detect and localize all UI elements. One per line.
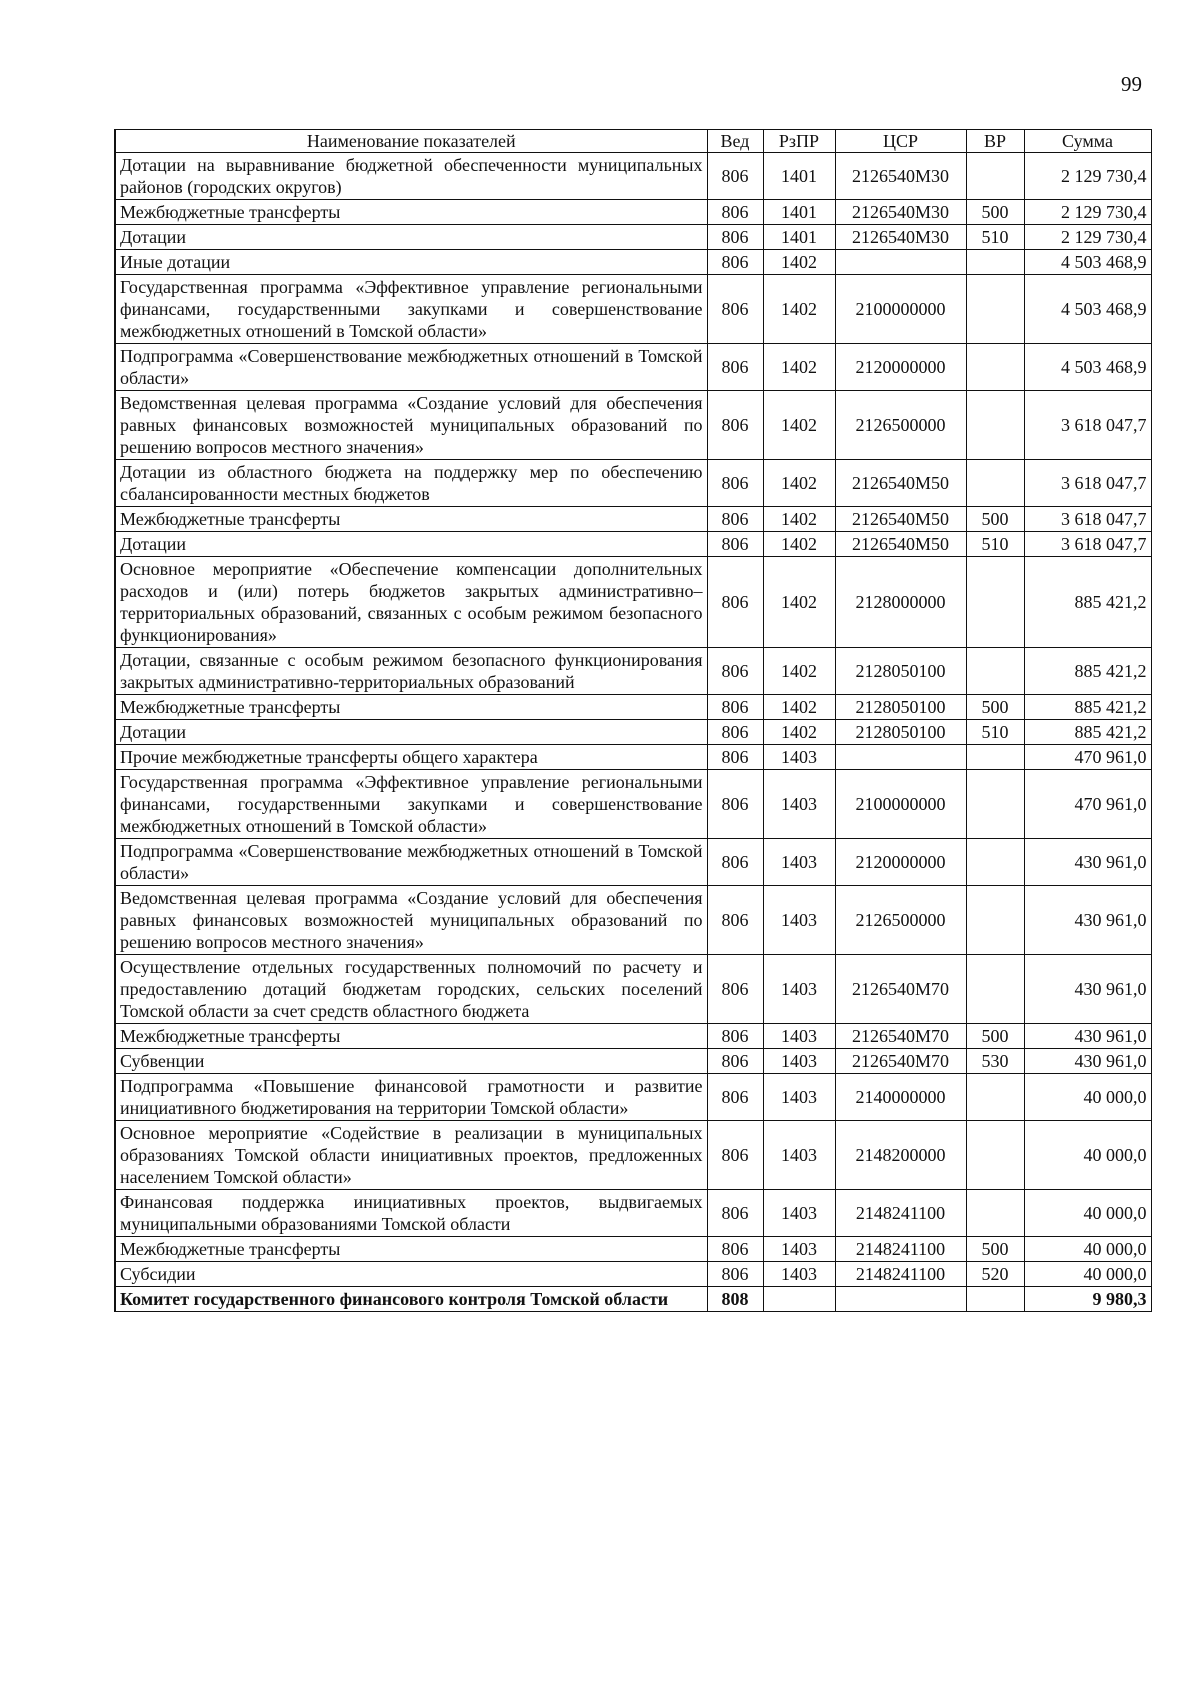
cell-ved: 806 bbox=[707, 839, 763, 886]
header-ved: Вед bbox=[707, 130, 763, 153]
cell-vr bbox=[966, 460, 1024, 507]
cell-ved: 806 bbox=[707, 770, 763, 839]
cell-vr bbox=[966, 153, 1024, 200]
cell-csr: 2126540М50 bbox=[835, 507, 966, 532]
cell-vr bbox=[966, 1287, 1024, 1312]
cell-csr: 2126540М50 bbox=[835, 532, 966, 557]
cell-rzpr: 1402 bbox=[763, 695, 835, 720]
cell-vr bbox=[966, 955, 1024, 1024]
cell-name: Ведомственная целевая программа «Создание условий для обеспечения равных финансовых возможностей муниципальных образований по решению вопросов местного значения» bbox=[115, 391, 707, 460]
cell-name: Комитет государственного финансового контроля Томской области bbox=[115, 1287, 707, 1312]
cell-rzpr: 1401 bbox=[763, 153, 835, 200]
cell-rzpr: 1402 bbox=[763, 250, 835, 275]
cell-ved: 806 bbox=[707, 695, 763, 720]
cell-ved: 806 bbox=[707, 886, 763, 955]
cell-rzpr: 1402 bbox=[763, 507, 835, 532]
cell-rzpr: 1402 bbox=[763, 557, 835, 648]
cell-rzpr: 1402 bbox=[763, 344, 835, 391]
cell-csr: 2100000000 bbox=[835, 275, 966, 344]
cell-rzpr: 1403 bbox=[763, 1121, 835, 1190]
cell-ved: 806 bbox=[707, 460, 763, 507]
cell-vr bbox=[966, 839, 1024, 886]
cell-vr bbox=[966, 275, 1024, 344]
header-vr: ВР bbox=[966, 130, 1024, 153]
table-row bbox=[115, 391, 1151, 460]
page-number: 99 bbox=[1121, 72, 1142, 96]
budget-table bbox=[114, 129, 1152, 1312]
cell-csr: 2126540М30 bbox=[835, 225, 966, 250]
cell-sum: 40 000,0 bbox=[1024, 1074, 1151, 1121]
cell-sum: 430 961,0 bbox=[1024, 839, 1151, 886]
cell-vr bbox=[966, 886, 1024, 955]
cell-sum: 2 129 730,4 bbox=[1024, 200, 1151, 225]
cell-name: Подпрограмма «Совершенствование межбюджетных отношений в Томской области» bbox=[115, 344, 707, 391]
cell-sum: 9 980,3 bbox=[1024, 1287, 1151, 1312]
table-row bbox=[115, 153, 1151, 200]
cell-csr: 2148200000 bbox=[835, 1121, 966, 1190]
cell-vr: 530 bbox=[966, 1049, 1024, 1074]
table-row bbox=[115, 955, 1151, 1024]
cell-sum: 40 000,0 bbox=[1024, 1190, 1151, 1237]
cell-rzpr: 1402 bbox=[763, 460, 835, 507]
cell-vr bbox=[966, 770, 1024, 839]
cell-csr: 2126500000 bbox=[835, 886, 966, 955]
table-row bbox=[115, 275, 1151, 344]
cell-rzpr: 1403 bbox=[763, 1024, 835, 1049]
cell-name: Дотации bbox=[115, 225, 707, 250]
cell-csr bbox=[835, 250, 966, 275]
cell-name: Межбюджетные трансферты bbox=[115, 1237, 707, 1262]
cell-sum: 470 961,0 bbox=[1024, 770, 1151, 839]
cell-csr: 2126540М70 bbox=[835, 1024, 966, 1049]
cell-rzpr: 1403 bbox=[763, 1074, 835, 1121]
cell-vr bbox=[966, 344, 1024, 391]
cell-sum: 3 618 047,7 bbox=[1024, 532, 1151, 557]
cell-name: Основное мероприятие «Обеспечение компенсации дополнительных расходов и (или) потерь бюджетов закрытых административно–территориальных образований, связанных с особым режимом безопасного функционирования» bbox=[115, 557, 707, 648]
cell-ved: 806 bbox=[707, 200, 763, 225]
cell-vr bbox=[966, 391, 1024, 460]
cell-rzpr: 1403 bbox=[763, 1049, 835, 1074]
cell-ved: 806 bbox=[707, 1262, 763, 1287]
cell-name: Финансовая поддержка инициативных проектов, выдвигаемых муниципальными образованиями Томской области bbox=[115, 1190, 707, 1237]
cell-rzpr: 1402 bbox=[763, 532, 835, 557]
cell-csr: 2126540М70 bbox=[835, 955, 966, 1024]
table-row bbox=[115, 1049, 1151, 1074]
cell-csr: 2126540М70 bbox=[835, 1049, 966, 1074]
table-row bbox=[115, 886, 1151, 955]
cell-csr: 2120000000 bbox=[835, 839, 966, 886]
cell-csr bbox=[835, 1287, 966, 1312]
table-row bbox=[115, 745, 1151, 770]
cell-vr: 500 bbox=[966, 1237, 1024, 1262]
table-row bbox=[115, 460, 1151, 507]
table-row bbox=[115, 200, 1151, 225]
table-row bbox=[115, 557, 1151, 648]
cell-rzpr: 1403 bbox=[763, 745, 835, 770]
table-row bbox=[115, 225, 1151, 250]
cell-rzpr: 1403 bbox=[763, 839, 835, 886]
cell-ved: 806 bbox=[707, 532, 763, 557]
cell-rzpr: 1401 bbox=[763, 200, 835, 225]
cell-sum: 430 961,0 bbox=[1024, 886, 1151, 955]
cell-csr: 2100000000 bbox=[835, 770, 966, 839]
cell-rzpr: 1403 bbox=[763, 1237, 835, 1262]
cell-ved: 806 bbox=[707, 153, 763, 200]
cell-ved: 806 bbox=[707, 557, 763, 648]
cell-csr bbox=[835, 745, 966, 770]
cell-sum: 40 000,0 bbox=[1024, 1237, 1151, 1262]
cell-ved: 806 bbox=[707, 1024, 763, 1049]
cell-vr: 520 bbox=[966, 1262, 1024, 1287]
header-rzpr: РзПР bbox=[763, 130, 835, 153]
cell-name: Межбюджетные трансферты bbox=[115, 507, 707, 532]
cell-vr: 510 bbox=[966, 225, 1024, 250]
cell-ved: 806 bbox=[707, 1190, 763, 1237]
table-row bbox=[115, 507, 1151, 532]
cell-sum: 2 129 730,4 bbox=[1024, 225, 1151, 250]
cell-csr: 2126540М30 bbox=[835, 200, 966, 225]
cell-rzpr: 1403 bbox=[763, 770, 835, 839]
cell-ved: 808 bbox=[707, 1287, 763, 1312]
cell-ved: 806 bbox=[707, 391, 763, 460]
cell-ved: 806 bbox=[707, 955, 763, 1024]
table-row bbox=[115, 1190, 1151, 1237]
cell-rzpr: 1403 bbox=[763, 1262, 835, 1287]
cell-vr: 510 bbox=[966, 720, 1024, 745]
cell-sum: 4 503 468,9 bbox=[1024, 250, 1151, 275]
cell-csr: 2148241100 bbox=[835, 1237, 966, 1262]
cell-vr bbox=[966, 1074, 1024, 1121]
header-csr: ЦСР bbox=[835, 130, 966, 153]
cell-vr bbox=[966, 250, 1024, 275]
cell-sum: 40 000,0 bbox=[1024, 1262, 1151, 1287]
table-row bbox=[115, 839, 1151, 886]
cell-ved: 806 bbox=[707, 275, 763, 344]
cell-name: Межбюджетные трансферты bbox=[115, 200, 707, 225]
cell-ved: 806 bbox=[707, 225, 763, 250]
cell-sum: 470 961,0 bbox=[1024, 745, 1151, 770]
cell-ved: 806 bbox=[707, 344, 763, 391]
cell-sum: 430 961,0 bbox=[1024, 955, 1151, 1024]
table-row bbox=[115, 770, 1151, 839]
table-row bbox=[115, 1262, 1151, 1287]
cell-rzpr: 1402 bbox=[763, 648, 835, 695]
cell-sum: 2 129 730,4 bbox=[1024, 153, 1151, 200]
cell-ved: 806 bbox=[707, 507, 763, 532]
table-row bbox=[115, 1074, 1151, 1121]
cell-csr: 2148241100 bbox=[835, 1190, 966, 1237]
cell-vr bbox=[966, 1121, 1024, 1190]
cell-sum: 3 618 047,7 bbox=[1024, 460, 1151, 507]
cell-sum: 885 421,2 bbox=[1024, 720, 1151, 745]
cell-name: Межбюджетные трансферты bbox=[115, 695, 707, 720]
cell-name: Субсидии bbox=[115, 1262, 707, 1287]
cell-sum: 4 503 468,9 bbox=[1024, 344, 1151, 391]
cell-csr: 2120000000 bbox=[835, 344, 966, 391]
cell-csr: 2148241100 bbox=[835, 1262, 966, 1287]
cell-sum: 40 000,0 bbox=[1024, 1121, 1151, 1190]
cell-csr: 2126500000 bbox=[835, 391, 966, 460]
cell-rzpr: 1401 bbox=[763, 225, 835, 250]
cell-vr: 500 bbox=[966, 507, 1024, 532]
table-header-row bbox=[115, 130, 1151, 153]
cell-name: Межбюджетные трансферты bbox=[115, 1024, 707, 1049]
cell-sum: 885 421,2 bbox=[1024, 557, 1151, 648]
cell-name: Ведомственная целевая программа «Создание условий для обеспечения равных финансовых возможностей муниципальных образований по решению вопросов местного значения» bbox=[115, 886, 707, 955]
cell-name: Государственная программа «Эффективное управление региональными финансами, государственными закупками и совершенствование межбюджетных отношений в Томской области» bbox=[115, 275, 707, 344]
table-row bbox=[115, 1024, 1151, 1049]
cell-name: Иные дотации bbox=[115, 250, 707, 275]
cell-csr: 2126540М50 bbox=[835, 460, 966, 507]
table-row bbox=[115, 1121, 1151, 1190]
cell-name: Осуществление отдельных государственных полномочий по расчету и предоставлению дотаций бюджетам городских, сельских поселений Томской области за счет средств областного бюджета bbox=[115, 955, 707, 1024]
cell-rzpr: 1403 bbox=[763, 886, 835, 955]
cell-sum: 3 618 047,7 bbox=[1024, 391, 1151, 460]
cell-name: Подпрограмма «Совершенствование межбюджетных отношений в Томской области» bbox=[115, 839, 707, 886]
cell-csr: 2128050100 bbox=[835, 648, 966, 695]
cell-sum: 4 503 468,9 bbox=[1024, 275, 1151, 344]
cell-csr: 2128000000 bbox=[835, 557, 966, 648]
cell-sum: 3 618 047,7 bbox=[1024, 507, 1151, 532]
cell-csr: 2128050100 bbox=[835, 695, 966, 720]
cell-vr: 500 bbox=[966, 1024, 1024, 1049]
cell-sum: 885 421,2 bbox=[1024, 648, 1151, 695]
cell-name: Основное мероприятие «Содействие в реализации в муниципальных образованиях Томской области инициативных проектов, предложенных населением Томской области» bbox=[115, 1121, 707, 1190]
cell-name: Дотации из областного бюджета на поддержку мер по обеспечению сбалансированности местных бюджетов bbox=[115, 460, 707, 507]
table-row bbox=[115, 695, 1151, 720]
cell-csr: 2140000000 bbox=[835, 1074, 966, 1121]
cell-name: Дотации, связанные с особым режимом безопасного функционирования закрытых административно-территориальных образований bbox=[115, 648, 707, 695]
table-row bbox=[115, 532, 1151, 557]
cell-rzpr: 1402 bbox=[763, 391, 835, 460]
cell-ved: 806 bbox=[707, 1237, 763, 1262]
cell-rzpr: 1403 bbox=[763, 955, 835, 1024]
cell-vr: 500 bbox=[966, 695, 1024, 720]
cell-vr bbox=[966, 557, 1024, 648]
table-row bbox=[115, 720, 1151, 745]
cell-rzpr: 1402 bbox=[763, 720, 835, 745]
cell-name: Дотации на выравнивание бюджетной обеспеченности муниципальных районов (городских округов) bbox=[115, 153, 707, 200]
cell-name: Подпрограмма «Повышение финансовой грамотности и развитие инициативного бюджетирования на территории Томской области» bbox=[115, 1074, 707, 1121]
cell-name: Дотации bbox=[115, 720, 707, 745]
header-name: Наименование показателей bbox=[115, 130, 707, 153]
cell-rzpr bbox=[763, 1287, 835, 1312]
cell-ved: 806 bbox=[707, 745, 763, 770]
table-row bbox=[115, 250, 1151, 275]
cell-name: Прочие межбюджетные трансферты общего характера bbox=[115, 745, 707, 770]
cell-vr bbox=[966, 745, 1024, 770]
table-body bbox=[115, 153, 1151, 1312]
cell-vr bbox=[966, 1190, 1024, 1237]
cell-ved: 806 bbox=[707, 648, 763, 695]
cell-csr: 2128050100 bbox=[835, 720, 966, 745]
cell-name: Дотации bbox=[115, 532, 707, 557]
cell-ved: 806 bbox=[707, 1049, 763, 1074]
cell-sum: 430 961,0 bbox=[1024, 1049, 1151, 1074]
table-row bbox=[115, 344, 1151, 391]
cell-vr bbox=[966, 648, 1024, 695]
cell-name: Государственная программа «Эффективное управление региональными финансами, государственными закупками и совершенствование межбюджетных отношений в Томской области» bbox=[115, 770, 707, 839]
table-row bbox=[115, 1287, 1151, 1312]
header-sum: Сумма bbox=[1024, 130, 1151, 153]
cell-vr: 500 bbox=[966, 200, 1024, 225]
cell-ved: 806 bbox=[707, 720, 763, 745]
cell-ved: 806 bbox=[707, 250, 763, 275]
cell-csr: 2126540М30 bbox=[835, 153, 966, 200]
cell-sum: 430 961,0 bbox=[1024, 1024, 1151, 1049]
cell-sum: 885 421,2 bbox=[1024, 695, 1151, 720]
cell-ved: 806 bbox=[707, 1121, 763, 1190]
cell-vr: 510 bbox=[966, 532, 1024, 557]
table-row bbox=[115, 1237, 1151, 1262]
cell-ved: 806 bbox=[707, 1074, 763, 1121]
cell-rzpr: 1403 bbox=[763, 1190, 835, 1237]
cell-name: Субвенции bbox=[115, 1049, 707, 1074]
cell-rzpr: 1402 bbox=[763, 275, 835, 344]
table-row bbox=[115, 648, 1151, 695]
